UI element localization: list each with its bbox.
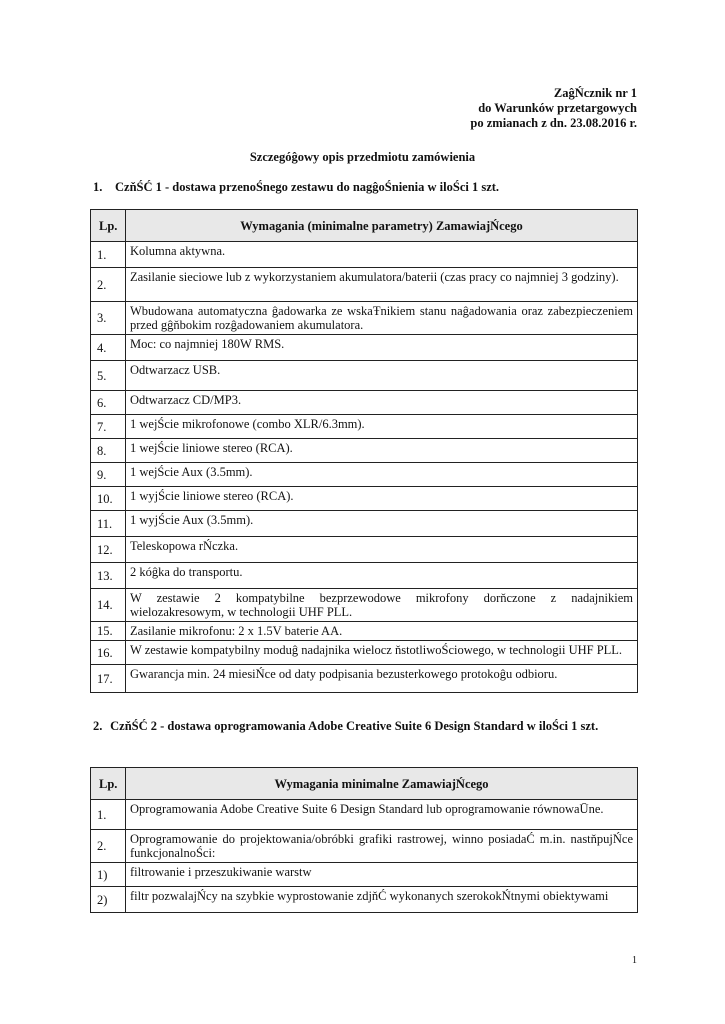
section1-requirements-table bbox=[90, 209, 638, 693]
row-requirement: filtrowanie i przeszukiwanie warstw bbox=[126, 863, 638, 887]
table-row bbox=[91, 487, 638, 511]
document-title: Szczegóĝowy opis przedmiotu zamówienia bbox=[249, 150, 476, 164]
table-row bbox=[91, 242, 638, 268]
table-row bbox=[91, 335, 638, 361]
table-row bbox=[91, 863, 638, 887]
column-header-requirements: Wymagania (minimalne parametry) ZamawiajŃcego bbox=[126, 210, 638, 242]
row-requirement: Moc: co najmniej 180W RMS. bbox=[126, 335, 638, 361]
row-number: 2. bbox=[91, 268, 126, 302]
row-requirement: Teleskopowa rŃczka. bbox=[126, 537, 638, 563]
row-requirement: 1 wejŚcie liniowe stereo (RCA). bbox=[126, 439, 638, 463]
row-requirement: Kolumna aktywna. bbox=[126, 242, 638, 268]
row-number: 5. bbox=[91, 361, 126, 391]
attachment-date: po zmianach z dn. 23.08.2016 r. bbox=[470, 116, 637, 130]
attachment-header bbox=[470, 86, 637, 131]
row-requirement: 1 wejŚcie Aux (3.5mm). bbox=[126, 463, 638, 487]
row-requirement: 1 wyjŚcie Aux (3.5mm). bbox=[126, 511, 638, 537]
row-number: 3. bbox=[91, 302, 126, 335]
table-row bbox=[91, 887, 638, 913]
table-row bbox=[91, 800, 638, 830]
table-row bbox=[91, 589, 638, 622]
row-requirement: Gwarancja min. 24 miesiŃce od daty podpisania bezusterkowego protokoĝu odbioru. bbox=[126, 665, 638, 693]
page-number: 1 bbox=[632, 955, 637, 966]
row-requirement: Zasilanie sieciowe lub z wykorzystaniem akumulatora/baterii (czas pracy co najmniej 3 godziny). bbox=[126, 268, 638, 302]
row-number: 15. bbox=[91, 622, 126, 641]
section1-heading-text: CzňŚĆ 1 - dostawa przenoŚnego zestawu do nagĝoŚnienia w iloŚci 1 szt. bbox=[115, 180, 500, 194]
row-number: 1. bbox=[91, 800, 126, 830]
column-header-requirements: Wymagania minimalne ZamawiajŃcego bbox=[126, 768, 638, 800]
table-row bbox=[91, 361, 638, 391]
section1-heading bbox=[93, 179, 653, 195]
section2-heading bbox=[93, 718, 638, 734]
row-number: 6. bbox=[91, 391, 126, 415]
row-number: 11. bbox=[91, 511, 126, 537]
column-header-lp: Lp. bbox=[91, 768, 126, 800]
row-number: 8. bbox=[91, 439, 126, 463]
row-number: 17. bbox=[91, 665, 126, 693]
section2-requirements-table bbox=[90, 767, 638, 913]
row-number: 9. bbox=[91, 463, 126, 487]
row-number: 2) bbox=[91, 887, 126, 913]
row-number: 12. bbox=[91, 537, 126, 563]
table-row bbox=[91, 268, 638, 302]
row-number: 10. bbox=[91, 487, 126, 511]
column-header-lp: Lp. bbox=[91, 210, 126, 242]
row-number: 1. bbox=[91, 242, 126, 268]
table-row bbox=[91, 415, 638, 439]
table-row bbox=[91, 391, 638, 415]
row-requirement: 1 wyjŚcie liniowe stereo (RCA). bbox=[126, 487, 638, 511]
table-row bbox=[91, 665, 638, 693]
table-row bbox=[91, 463, 638, 487]
table-row bbox=[91, 537, 638, 563]
table-row bbox=[91, 563, 638, 589]
row-requirement: Oprogramowania Adobe Creative Suite 6 Design Standard lub oprogramowanie równowaŪne. bbox=[126, 800, 638, 830]
row-number: 16. bbox=[91, 641, 126, 665]
row-requirement: W zestawie 2 kompatybilne bezprzewodowe mikrofony dorňczone z nadajnikiem wielozakresowym, w technologii UHF PLL. bbox=[126, 589, 638, 622]
row-number: 1) bbox=[91, 863, 126, 887]
row-number: 14. bbox=[91, 589, 126, 622]
row-number: 4. bbox=[91, 335, 126, 361]
row-requirement: Odtwarzacz CD/MP3. bbox=[126, 391, 638, 415]
row-requirement: filtr pozwalajŃcy na szybkie wyprostowanie zdjňĆ wykonanych szerokokŃtnymi obiektywami bbox=[126, 887, 638, 913]
row-requirement: Oprogramowanie do projektowania/obróbki grafiki rastrowej, winno posiadaĆ m.in. nastňpujŃce funkcjonalnoŚci: bbox=[126, 830, 638, 863]
section1-number: 1. bbox=[93, 180, 103, 194]
table-row bbox=[91, 622, 638, 641]
table-row bbox=[91, 641, 638, 665]
row-requirement: 1 wejŚcie mikrofonowe (combo XLR/6.3mm). bbox=[126, 415, 638, 439]
attachment-reference: do Warunków przetargowych bbox=[478, 101, 637, 115]
row-number: 2. bbox=[91, 830, 126, 863]
section2-heading-text: CzňŚĆ 2 - dostawa oprogramowania Adobe Creative Suite 6 Design Standard w iloŚci 1 szt. bbox=[110, 719, 599, 733]
row-requirement: W zestawie kompatybilny moduĝ nadajnika wielocz ňstotliwoŚciowego, w technologii UHF PLL. bbox=[126, 641, 638, 665]
row-number: 7. bbox=[91, 415, 126, 439]
row-requirement: Odtwarzacz USB. bbox=[126, 361, 638, 391]
row-requirement: Zasilanie mikrofonu: 2 x 1.5V baterie AA. bbox=[126, 622, 638, 641]
attachment-label: ZaĝŃcznik nr 1 bbox=[553, 86, 637, 100]
table-row bbox=[91, 439, 638, 463]
table-row bbox=[91, 302, 638, 335]
row-requirement: Wbudowana automatyczna ĝadowarka ze wskaŦnikiem stanu naĝadowania oraz zabezpieczeniem przed gĝňbokim rozĝadowaniem akumulatora. bbox=[126, 302, 638, 335]
table-row bbox=[91, 830, 638, 863]
table-row bbox=[91, 511, 638, 537]
row-number: 13. bbox=[91, 563, 126, 589]
row-requirement: 2 kóĝka do transportu. bbox=[126, 563, 638, 589]
section2-number: 2. bbox=[93, 719, 103, 733]
